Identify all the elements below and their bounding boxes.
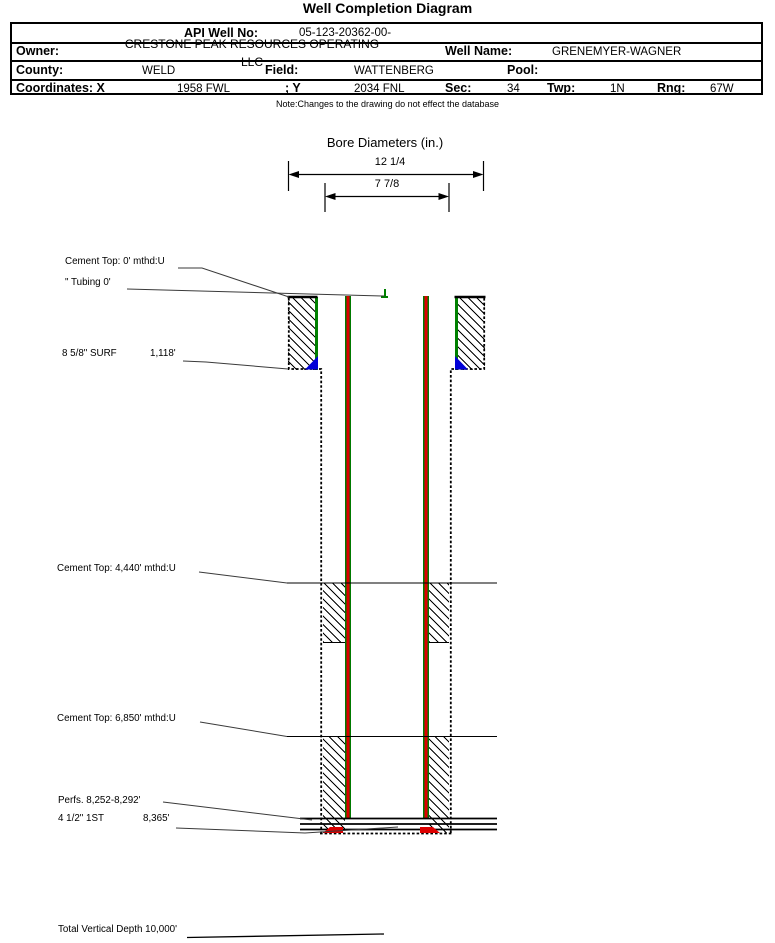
twp-label: Twp: (547, 81, 576, 95)
borehole-wall-right (451, 298, 484, 833)
annotation-cement-top-6850: Cement Top: 6,850' mthd:U (57, 713, 176, 724)
annotation-cement-top-0: Cement Top: 0' mthd:U (65, 256, 165, 267)
well-name-value: GRENEMYER-WAGNER (552, 46, 682, 58)
leader-perfs (163, 802, 312, 820)
coordinate-x-value: 1958 FWL (177, 83, 231, 95)
surface-cement-left (288, 298, 317, 370)
owner-value-line1: CRESTONE PEAK RESOURCES OPERATING (124, 37, 380, 51)
cement-4440-left (323, 583, 345, 643)
leader-total-depth (187, 934, 384, 938)
page-title: Well Completion Diagram (302, 0, 473, 16)
borehole-wall-left (289, 298, 321, 833)
annotation-cement-top-4440: Cement Top: 4,440' mthd:U (57, 563, 176, 574)
pool-label: Pool: (507, 63, 539, 77)
bore-outer-diameter-label: 12 1/4 (374, 156, 406, 168)
leader-cement-top-0 (178, 268, 289, 297)
leader-cement-top-4440 (199, 572, 287, 583)
well-name-label: Well Name: (445, 44, 513, 58)
annotation-total-depth: Total Vertical Depth 10,000' (58, 924, 177, 935)
table-row-divider (12, 79, 761, 81)
twp-value: 1N (610, 83, 625, 95)
annotation-surface-casing-depth: 1,118' (150, 348, 176, 359)
api-well-no-value: 05-123-20362-00- (299, 27, 392, 39)
api-well-no-label: API Well No: (184, 26, 259, 40)
owner-value-line2: LLC (240, 55, 263, 69)
cement-4440-right (429, 583, 449, 643)
tubing-hanger-tick-base (381, 296, 388, 298)
cement-6850-left (323, 737, 345, 833)
annotation-perfs: Perfs. 8,252-8,292' (58, 795, 141, 806)
rng-label: Rng: (657, 81, 686, 95)
production-casing-right (423, 296, 429, 819)
rng-value: 67W (710, 83, 734, 95)
coordinate-y-label: ; Y (285, 81, 301, 95)
leader-first-casing (176, 827, 398, 833)
leader-surface-casing (183, 361, 288, 369)
cement-6850-right (429, 737, 449, 833)
owner-label: Owner: (16, 44, 60, 58)
bore-diameters-title: Bore Diameters (in.) (326, 135, 444, 150)
leader-tubing (127, 289, 384, 296)
coordinate-y-value: 2034 FNL (354, 83, 405, 95)
sec-label: Sec: (445, 81, 472, 95)
annotation-first-casing: 4 1/2" 1ST (58, 813, 104, 824)
sec-value: 34 (507, 83, 520, 95)
bore-inner-diameter-label: 7 7/8 (374, 178, 400, 190)
county-label: County: (16, 63, 64, 77)
surface-cement-right (455, 298, 485, 370)
coordinates-label: Coordinates: X (16, 81, 105, 95)
field-label: Field: (265, 63, 299, 77)
annotation-first-casing-depth: 8,365' (143, 813, 170, 824)
leader-cement-top-6850 (200, 722, 287, 737)
database-note: Note:Changes to the drawing do not effect the database (276, 99, 499, 109)
field-value: WATTENBERG (354, 65, 434, 77)
surface-casing-green-left (315, 297, 318, 370)
county-value: WELD (142, 65, 176, 77)
annotation-surface-casing: 8 5/8" SURF (62, 348, 117, 359)
annotation-tubing: " Tubing 0' (65, 277, 111, 288)
production-casing-left (345, 296, 351, 819)
well-info-table (10, 22, 763, 95)
surface-casing-green-right (455, 297, 458, 370)
